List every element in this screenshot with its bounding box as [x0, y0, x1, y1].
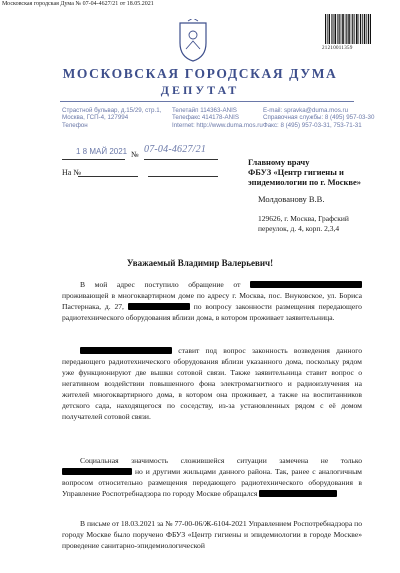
- redacted-applicant: [80, 347, 172, 354]
- contacts-teletype: Телетайп 114363-ANIS Телефакс 414178-ANIS Internet: http://www.duma.mos.ru: [172, 107, 263, 129]
- redacted-person: [62, 468, 132, 475]
- date-stamp: 1 8 МАЙ 2021: [76, 147, 128, 156]
- barcode-number: 21210011359: [322, 46, 353, 51]
- number-sign: №: [131, 150, 139, 159]
- addressee-block: Главному врачу ФБУЗ «Центр гигиены и эпидемиологии по г. Москве»: [248, 157, 362, 187]
- paragraph-2: ставит под вопрос законность возведения данного передающего радиотехнического оборудования вблизи указанного дома, поскольку рядом уже функционируют две вышки сотовой связи. Также заявительница ставит вопрос о негативном воздействии повышенного фона электромагнитного и радиоизлучения на жителей многоквартирного дома, в котором она проживает, а также на воспитанников детского сада, находящегося по соседству, из-за установленных рядом с её домом получателей сотовой связи.: [62, 346, 362, 421]
- organization-subtitle: ДЕПУТАТ: [160, 83, 240, 97]
- greeting: Уважаемый Владимир Валерьевич!: [126, 258, 274, 268]
- registration-stamp: Московская городская Дума № 07-04-4627/21 от 18.05.2021: [2, 1, 154, 7]
- reference-label: На №: [62, 168, 81, 177]
- header-divider: [60, 101, 354, 102]
- contacts-email: E-mail: spravka@duma.mos.ru Справочная службы: 8 (495) 957-03-30 Факс: 8 (495) 957-03-31, 753-71-31: [263, 107, 375, 129]
- paragraph-1: В мой адрес поступило обращение от проживающей в многоквартирном доме по адресу г. Москва, пос. Внуковское, ул. Бориса Пастернака, д. 27, по вопросу законности размещения передающего радиотехнического оборудования вблизи дома, в котором проживает заявительница.: [62, 280, 362, 322]
- paragraph-1-intro: В мой адрес поступило обращение от: [80, 280, 241, 289]
- reference-line: [78, 166, 138, 177]
- redacted-complainant: [259, 490, 337, 497]
- moscow-coat-of-arms-icon: [176, 19, 210, 63]
- reference-line-2: [148, 166, 218, 177]
- barcode: [325, 14, 371, 44]
- contacts-address: Страстной бульвар, д.15/29, стр.1, Москва, ГСП-4, 127994 Телефон: [62, 107, 162, 129]
- paragraph-3: Социальная значимость сложившейся ситуации замечена не только но и другими жильцами данного района. Так, ранее с аналогичным вопросом относительно размещения передающего радиотехнического оборудования в Управление Роспотребнадзора по городу Москве обращался: [62, 456, 362, 498]
- redacted-apartment: [128, 303, 190, 310]
- redacted-name: [250, 281, 362, 288]
- paragraph-4: В письме от 18.03.2021 за № 77-00-06/Ж-6104-2021 Управлением Роспотребнадзора по городу Москве было поручено ФБУЗ «Центр гигиены и эпидемиологии в городе Москве» проведение санитарно-эпидемиологической: [62, 519, 362, 550]
- recipient-name: Молдованову В.В.: [258, 194, 325, 204]
- recipient-address: 129626, г. Москва, Графский переулок, д. 4, корп. 2,3,4: [258, 214, 349, 233]
- outgoing-number: 07-04-4627/21: [144, 144, 207, 155]
- organization-title: МОСКОВСКАЯ ГОРОДСКАЯ ДУМА: [62, 66, 338, 81]
